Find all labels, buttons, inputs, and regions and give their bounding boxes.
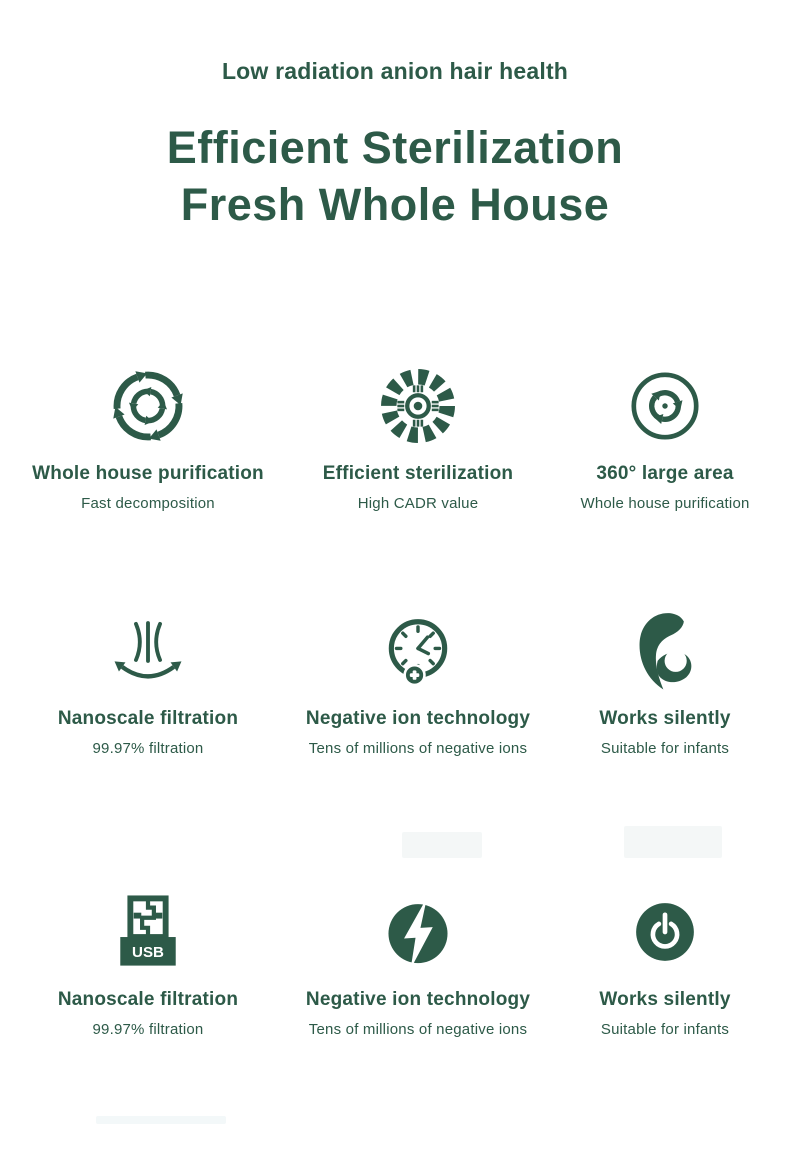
feature-title: Nanoscale filtration [57,989,239,1010]
airflow-filter-icon [105,604,191,698]
feature-title: Nanoscale filtration [57,708,239,729]
feature-title: Efficient sterilization [322,463,514,484]
page-title-line-2: Fresh Whole House [180,179,610,230]
mother-baby-icon [624,604,706,698]
feature-subtitle: 99.97% filtration [92,740,204,757]
feature-negative-ion-technology [296,604,540,757]
feature-title: Works silently [599,989,731,1010]
fan-swirl-icon [626,359,704,453]
lightning-circle-icon [377,885,459,979]
feature-subtitle: 99.97% filtration [92,1021,204,1038]
feature-title: Negative ion technology [305,989,531,1010]
watermark-remnant [96,1116,226,1124]
feature-nanoscale-filtration [0,604,296,757]
feature-360-large-area [540,359,790,512]
feature-whole-house-purification [0,359,296,512]
feature-row-1 [0,359,790,512]
feature-fast-power [296,885,540,1038]
feature-works-silently [540,604,790,757]
power-button-icon [626,885,704,979]
timer-plus-icon [375,604,461,698]
feature-usb-powered [0,885,296,1038]
page-subtitle: Low radiation anion hair health [221,58,569,84]
feature-title: Whole house purification [32,463,264,484]
usb-plug-icon [106,885,190,979]
feature-subtitle: Suitable for infants [600,740,730,757]
feature-power-switch [540,885,790,1038]
watermark-remnant [402,832,482,858]
feature-title: 360° large area [596,463,734,484]
page-title-line-1: Efficient Sterilization [166,122,624,173]
feature-subtitle: High CADR value [357,495,479,512]
feature-subtitle: Suitable for infants [600,1021,730,1038]
feature-row-2 [0,604,790,757]
feature-title: Negative ion technology [305,708,531,729]
feature-subtitle: Tens of millions of negative ions [308,1021,528,1038]
usb-icon-label: USB [132,944,164,962]
turbine-gear-icon [375,359,461,453]
feature-title: Works silently [599,708,731,729]
feature-row-3 [0,885,790,1038]
watermark-remnant [624,826,722,858]
cycle-arrows-icon [105,359,191,453]
feature-subtitle: Tens of millions of negative ions [308,740,528,757]
feature-efficient-sterilization [296,359,540,512]
feature-subtitle: Fast decomposition [81,495,215,512]
page-title [0,119,790,233]
feature-subtitle: Whole house purification [580,495,750,512]
